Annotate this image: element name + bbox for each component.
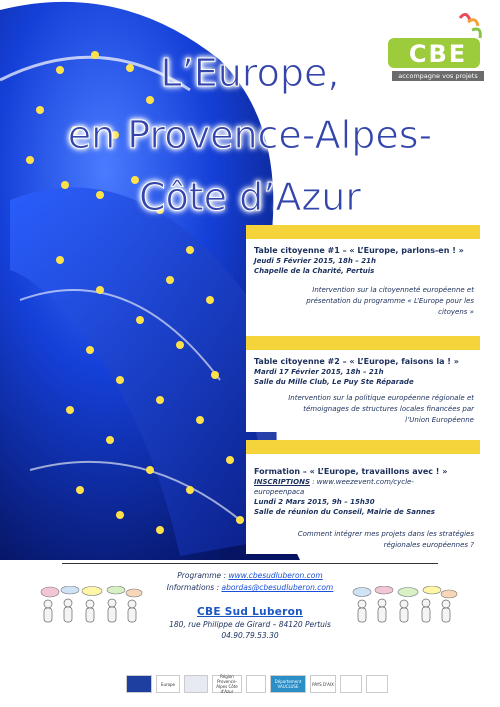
event-desc-line: l’Union Européenne	[405, 416, 474, 424]
event-date: Jeudi 5 Février 2015, 18h – 21h	[254, 257, 376, 265]
partner-logo	[366, 675, 388, 693]
partner-logos	[126, 674, 406, 694]
event-description	[254, 529, 474, 551]
title-line-1: L’Europe,	[160, 51, 340, 95]
event-panel-3	[246, 440, 480, 554]
event-panel-1	[246, 225, 480, 337]
info-email-link[interactable]: abordas@cbesudluberon.com	[221, 583, 334, 592]
cbe-logo-tagline: accompagne vos projets	[392, 71, 484, 81]
phone: 04.90.79.53.30	[221, 631, 279, 640]
partner-logo: Région Provence-Alpes Côte d'Azur	[212, 675, 242, 693]
contact-block	[120, 570, 380, 641]
page-title	[30, 42, 470, 228]
event-date: Lundi 2 Mars 2015, 9h – 15h30	[254, 498, 375, 506]
programme-line	[120, 570, 380, 582]
event-desc-line: Comment intégrer mes projets dans les stratégies	[297, 530, 474, 538]
event-desc-line: témoignages de structures locales financées par	[303, 405, 474, 413]
info-label: Informations :	[166, 583, 222, 592]
partner-logo	[340, 675, 362, 693]
inscriptions-label: INSCRIPTIONS	[254, 478, 310, 486]
title-line-3: Côte d’Azur	[139, 175, 361, 219]
partner-logo: Département VAUCLUSE	[270, 675, 306, 693]
inscriptions-url-cont[interactable]: europeenpaca	[254, 488, 305, 496]
event-title: Formation – « L’Europe, travaillons avec ! »	[254, 467, 448, 476]
event-desc-line: citoyens »	[438, 308, 474, 316]
event-desc-line: Intervention sur la citoyenneté européenne et	[312, 286, 474, 294]
cbe-logo-letters: CBE	[408, 40, 468, 68]
programme-label: Programme :	[177, 571, 229, 580]
title-line-2: en Provence-Alpes-	[67, 113, 433, 157]
partner-logo	[184, 675, 208, 693]
event-inscriptions	[254, 477, 474, 487]
event-title: Table citoyenne #1 – « L’Europe, parlons-en ! »	[254, 246, 464, 255]
event-description	[254, 393, 474, 426]
partner-logo	[126, 675, 152, 693]
event-desc-line: Intervention sur la politique européenne régionale et	[288, 394, 474, 402]
event-description	[254, 285, 474, 318]
event-desc-line: régionales européennes ?	[383, 541, 474, 549]
event-place: Chapelle de la Charité, Pertuis	[254, 267, 375, 275]
partner-logo: Europe	[156, 675, 180, 693]
partner-logo: PAYS D'AIX	[310, 675, 336, 693]
address: 180, rue Philippe de Girard – 84120 Pertuis	[169, 620, 331, 629]
event-panel-2	[246, 336, 480, 432]
partner-logo	[246, 675, 266, 693]
info-line	[120, 582, 380, 594]
inscriptions-url[interactable]: : www.weezevent.com/cycle-	[310, 478, 414, 486]
event-place: Salle de réunion du Conseil, Mairie de Sannes	[254, 508, 435, 516]
event-date: Mardi 17 Février 2015, 18h – 21h	[254, 368, 384, 376]
event-place: Salle du Mille Club, Le Puy Ste Réparade	[254, 378, 414, 386]
separator-line	[62, 563, 438, 564]
organization-name: CBE Sud Luberon	[197, 606, 303, 618]
event-desc-line: présentation du programme « L’Europe pour les	[306, 297, 474, 305]
programme-link[interactable]: www.cbesudluberon.com	[228, 571, 323, 580]
event-title: Table citoyenne #2 – « L’Europe, faisons la ! »	[254, 357, 459, 366]
